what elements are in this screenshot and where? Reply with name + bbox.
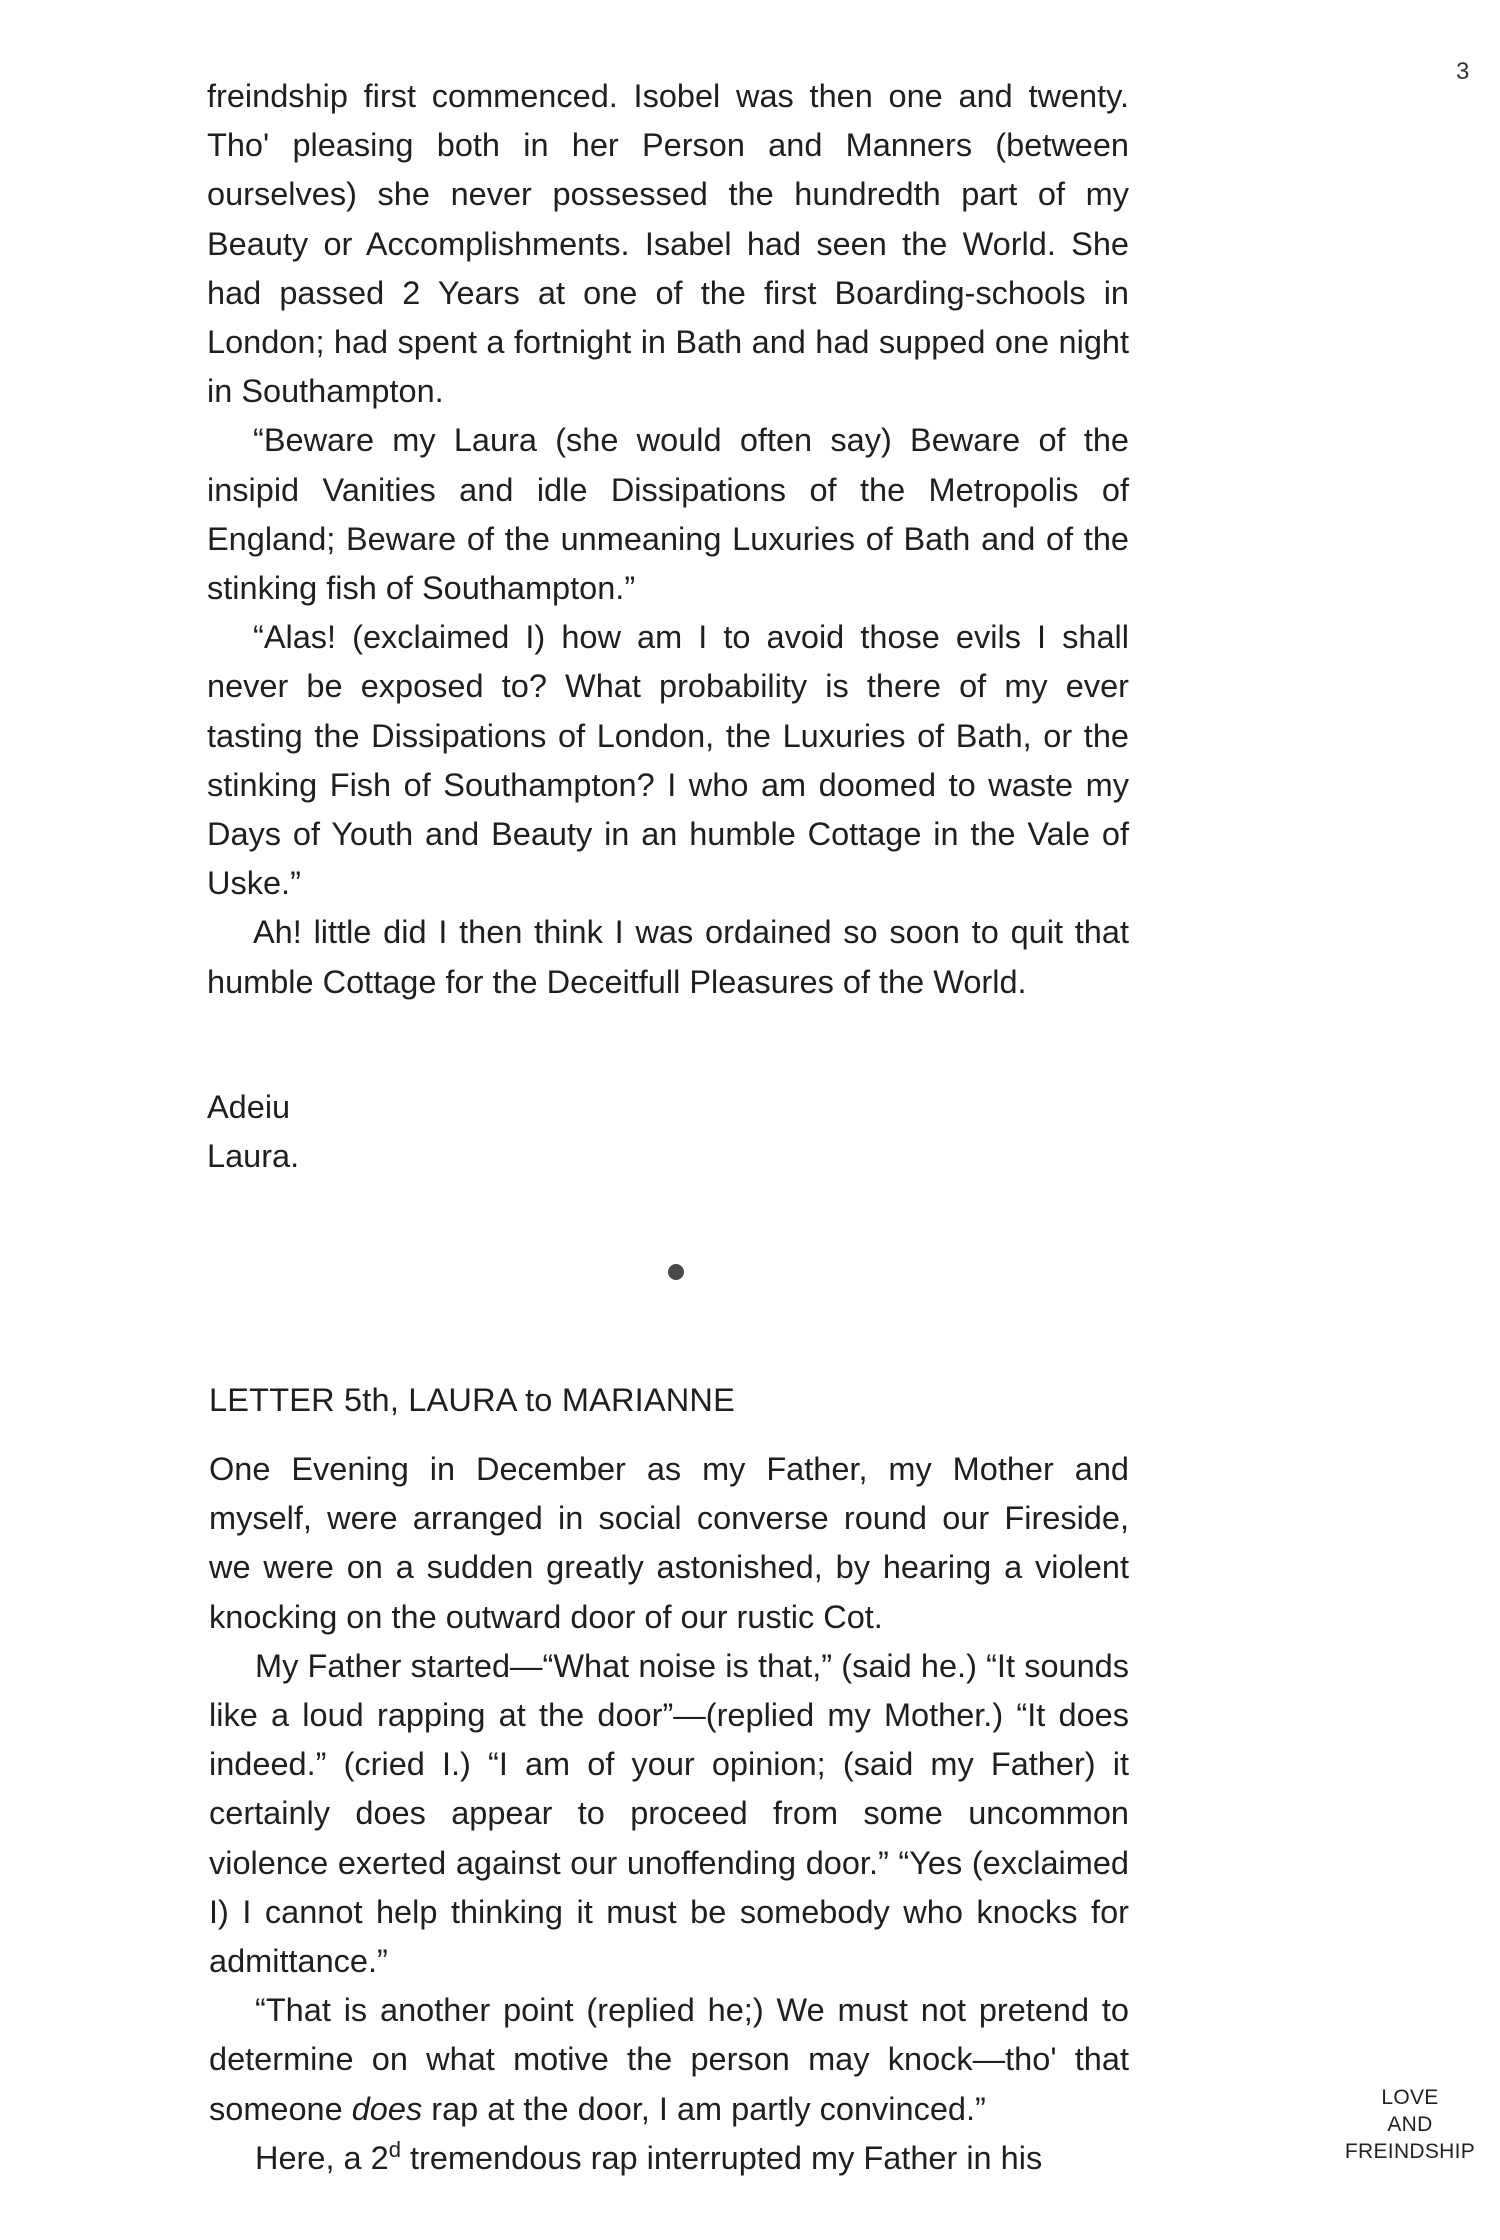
paragraph: “Alas! (exclaimed I) how am I to avoid those evils I shall never be exposed to? What probability is there of my ever tasting the Dissipations of London, the Luxuries of Bath, or the stinking Fish of Southampton? I who am doomed to waste my Days of Youth and Beauty in an humble Cottage in the Vale of Uske.” (207, 619, 1129, 902)
signoff-salutation: Adeiu (207, 1089, 291, 1125)
paragraph: freindship first commenced. Isobel was then one and twenty. Tho' pleasing both in her Person and Manners (between ourselves) she never possessed the hundredth part of my Beauty or Accomplishments. Isabel had seen the World. She had passed 2 Years at one of the first Boarding-schools in London; had spent a fortnight in Bath and had supped one night in Southampton. (207, 78, 1129, 410)
paragraph: My Father started—“What noise is that,” (said he.) “It sounds like a loud rapping at the door”—(replied my Mother.) “It does indeed.” (cried I.) “I am of your opinion; (said my Father) it certainly does appear to proceed from some uncommon violence exerted against our unoffending door.” “Yes (exclaimed I) I cannot help thinking it must be somebody who knocks for admittance.” (209, 1647, 1129, 1980)
text-block-top (207, 72, 1129, 1007)
running-title-line: FREINDSHIP (1344, 2140, 1476, 2163)
text-span: “That is another point (replied he;) We must not pretend to determine on what motive the person may knock—tho' that someone (209, 1992, 1129, 2127)
superscript: d (388, 2136, 401, 2162)
letter-signoff (207, 1083, 299, 1181)
section-divider-ornament (668, 1264, 684, 1280)
paragraph: One Evening in December as my Father, my Mother and myself, were arranged in social converse round our Fireside, we were on a sudden greatly astonished, by hearing a violent knocking on the outward door of our rustic Cot. (209, 1451, 1129, 1635)
page-number: 3 (1456, 58, 1470, 85)
text-span: tremendous rap interrupted my Father in his (400, 2139, 1043, 2176)
running-title-line: LOVE (1381, 2086, 1439, 2109)
paragraph-point (209, 1986, 1129, 2134)
paragraph-here (209, 2134, 1129, 2183)
text-block-letter (209, 1445, 1129, 2183)
letter-heading: LETTER 5th, LAURA to MARIANNE (209, 1382, 735, 1418)
text-span: rap at the door, I am partly convinced.” (422, 2090, 986, 2127)
text-span: Here, a 2 (255, 2139, 389, 2176)
running-title-line: AND (1387, 2113, 1433, 2136)
paragraph: “Beware my Laura (she would often say) Beware of the insipid Vanities and idle Dissipations of the Metropolis of England; Beware of the unmeaning Luxuries of Bath and of the stinking fish of Southampton.” (207, 422, 1129, 607)
paragraph: Ah! little did I then think I was ordained so soon to quit that humble Cottage for the Deceitfull Pleasures of the World. (207, 914, 1129, 1000)
signoff-name: Laura. (207, 1138, 300, 1175)
emphasis: does (351, 2090, 423, 2127)
running-title (1340, 2084, 1480, 2165)
